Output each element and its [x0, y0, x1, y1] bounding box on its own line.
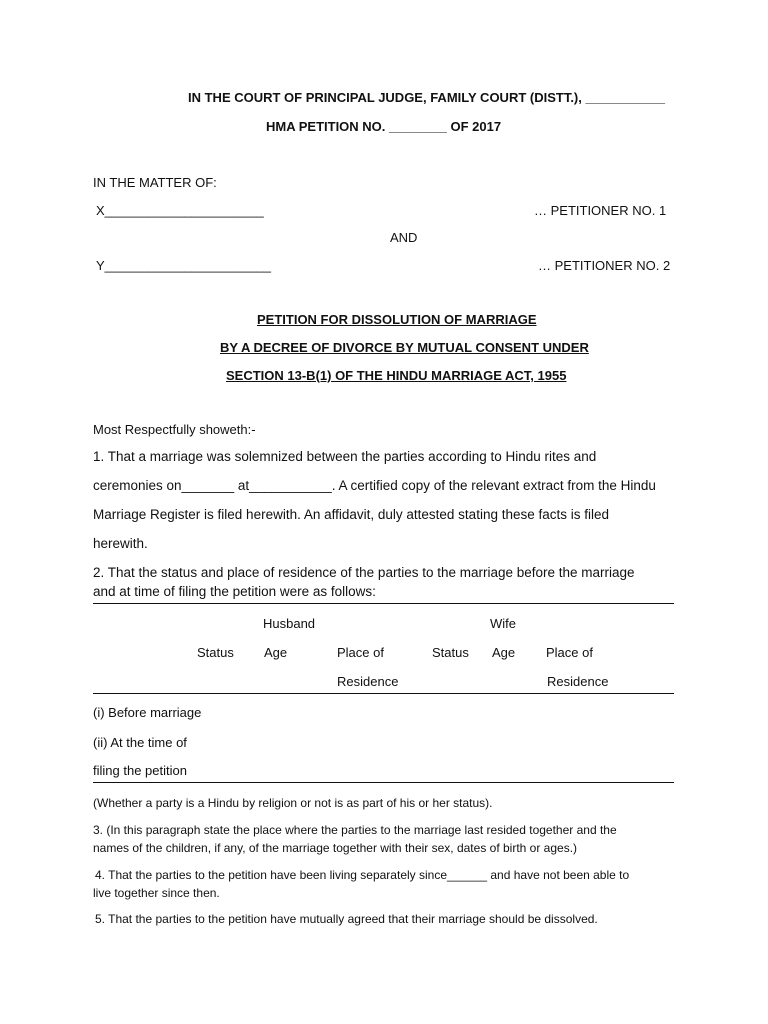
table-header-husband: Husband — [263, 616, 316, 631]
and-label: AND — [390, 230, 418, 245]
table-row-label: filing the petition — [93, 763, 187, 778]
para3-line: names of the children, if any, of the marriage together with their sex, dates of birth or ages.) — [93, 841, 578, 855]
petitioner-2-label: … PETITIONER NO. 2 — [538, 258, 671, 273]
showeth-text: Most Respectfully showeth:- — [93, 422, 256, 437]
table-bottom-rule — [93, 782, 674, 783]
title-line-1: PETITION FOR DISSOLUTION OF MARRIAGE — [257, 312, 537, 327]
table-header-residence: Residence — [337, 674, 399, 689]
para4-line: live together since then. — [93, 886, 220, 900]
para1-line: 1. That a marriage was solemnized between the parties according to Hindu rites and — [93, 449, 597, 464]
table-header-place-of: Place of — [337, 645, 384, 660]
para3-line: 3. (In this paragraph state the place where the parties to the marriage last resided together and the — [93, 823, 617, 837]
title-line-2: BY A DECREE OF DIVORCE BY MUTUAL CONSENT UNDER — [220, 340, 589, 355]
para2-line: 2. That the status and place of residence of the parties to the marriage before the marriage — [93, 565, 635, 580]
para1-line: Marriage Register is filed herewith. An affidavit, duly attested stating these facts is filed — [93, 507, 610, 522]
table-header-status: Status — [197, 645, 234, 660]
table-header-age: Age — [264, 645, 288, 660]
para4-line: 4. That the parties to the petition have been living separately since______ and have not been able to — [95, 868, 630, 882]
petition-number: HMA PETITION NO. ________ OF 2017 — [266, 119, 502, 134]
court-title: IN THE COURT OF PRINCIPAL JUDGE, FAMILY COURT (DISTT.), ___________ — [188, 90, 666, 105]
petitioner-1-name-line: X______________________ — [96, 203, 264, 218]
petitioner-2-name-line: Y_______________________ — [96, 258, 271, 273]
para1-line: ceremonies on_______ at___________. A certified copy of the relevant extract from the Hindu — [93, 478, 656, 493]
title-line-3: SECTION 13-B(1) OF THE HINDU MARRIAGE ACT, 1955 — [226, 368, 567, 383]
table-row-label: (ii) At the time of — [93, 735, 187, 750]
para5-line: 5. That the parties to the petition have mutually agreed that their marriage should be dissolved. — [95, 912, 598, 926]
para2-line: and at time of filing the petition were as follows: — [93, 584, 376, 599]
in-the-matter-of: IN THE MATTER OF: — [93, 175, 217, 190]
table-row-label: (i) Before marriage — [93, 705, 202, 720]
table-header-status: Status — [432, 645, 469, 660]
para1-line: herewith. — [93, 536, 148, 551]
table-header-residence: Residence — [547, 674, 609, 689]
table-header-place-of: Place of — [546, 645, 593, 660]
status-note: (Whether a party is a Hindu by religion or not is as part of his or her status). — [93, 796, 493, 810]
table-header-wife: Wife — [490, 616, 516, 631]
table-top-rule — [93, 603, 674, 604]
petitioner-1-label: … PETITIONER NO. 1 — [534, 203, 667, 218]
table-header-rule — [93, 693, 674, 694]
table-header-age: Age — [492, 645, 516, 660]
